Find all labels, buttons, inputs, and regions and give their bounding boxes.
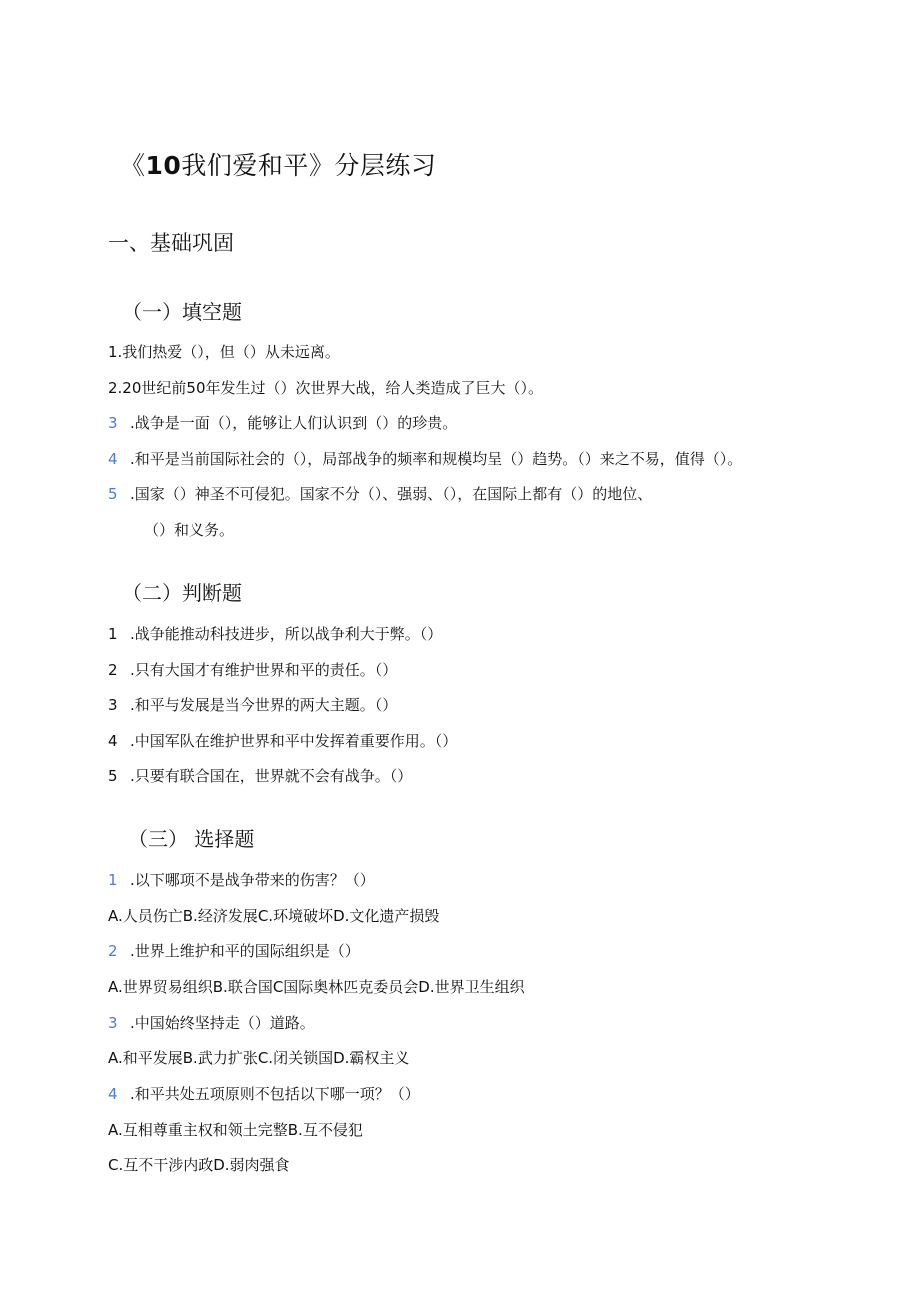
subsection-heading-fill: （一）填空题 — [122, 300, 242, 324]
title-lesson-number: 10 — [145, 151, 182, 180]
options-text: A.人员伤亡B.经济发展C.环境破坏D.文化遗产损毁 — [108, 907, 440, 925]
question-text: 2.20世纪前50年发生过（）次世界大战，给人类造成了巨大（）。 — [108, 379, 543, 397]
choice-options-4b — [108, 1154, 290, 1176]
choice-options-2 — [108, 976, 525, 998]
question-text: （）和义务。 — [144, 521, 235, 539]
options-text: C.互不干涉内政D.弱肉强食 — [108, 1156, 290, 1174]
judge-question-2 — [108, 659, 397, 681]
subsection-heading-choice: （三） 选择题 — [128, 827, 255, 851]
question-text: .只要有联合国在，世界就不会有战争。（） — [130, 767, 413, 785]
question-number: 3 — [108, 414, 118, 432]
choice-options-4a — [108, 1119, 363, 1141]
subsection-heading-judge: （二）判断题 — [122, 581, 242, 605]
question-text: .战争是一面（），能够让人们认识到（）的珍贵。 — [130, 414, 458, 432]
question-number: 5 — [108, 767, 118, 785]
question-text: .世界上维护和平的国际组织是（） — [130, 942, 360, 960]
question-number: 4 — [108, 1085, 118, 1103]
choice-question-4 — [108, 1083, 420, 1105]
question-number: 1 — [108, 625, 118, 643]
question-number: 2 — [108, 942, 118, 960]
question-text: .国家（）神圣不可侵犯。国家不分（）、强弱、（），在国际上都有（）的地位、 — [130, 485, 653, 503]
question-text: .以下哪项不是战争带来的伤害？（） — [130, 871, 375, 889]
question-text: .中国始终坚持走（）道路。 — [130, 1014, 315, 1032]
question-text: .和平是当前国际社会的（），局部战争的频率和规模均呈（）趋势。（）来之不易，值得（）。 — [130, 450, 743, 468]
options-text: A.世界贸易组织B.联合国C国际奥林匹克委员会D.世界卫生组织 — [108, 978, 525, 996]
fill-question-2 — [108, 377, 543, 399]
question-text: .战争能推动科技进步，所以战争利大于弊。（） — [130, 625, 443, 643]
question-text: 1.我们热爱（），但（）从未远离。 — [108, 343, 340, 361]
choice-options-1 — [108, 905, 439, 927]
judge-question-3 — [108, 694, 397, 716]
title-text: 我们爱和平》分层练习 — [181, 151, 437, 180]
choice-question-2 — [108, 940, 360, 962]
question-number: 4 — [108, 450, 118, 468]
judge-question-1 — [108, 623, 442, 645]
options-text: A.互相尊重主权和领土完整B.互不侵犯 — [108, 1121, 363, 1139]
fill-question-5-continued — [144, 519, 234, 541]
question-text: .中国军队在维护世界和平中发挥着重要作用。（） — [130, 732, 458, 750]
question-number: 3 — [108, 1014, 118, 1032]
title-bracket: 《 — [120, 151, 146, 180]
question-text: .和平与发展是当今世界的两大主题。（） — [130, 696, 398, 714]
question-number: 3 — [108, 696, 118, 714]
question-number: 5 — [108, 485, 118, 503]
judge-question-5 — [108, 765, 412, 787]
question-text: .只有大国才有维护世界和平的责任。（） — [130, 661, 398, 679]
question-number: 1 — [108, 871, 118, 889]
judge-question-4 — [108, 730, 457, 752]
question-text: .和平共处五项原则不包括以下哪一项？（） — [130, 1085, 420, 1103]
question-number: 4 — [108, 732, 118, 750]
fill-question-4 — [108, 448, 742, 470]
choice-question-3 — [108, 1012, 315, 1034]
document-title — [120, 148, 436, 184]
question-number: 2 — [108, 661, 118, 679]
fill-question-1 — [108, 341, 340, 363]
options-text: A.和平发展B.武力扩张C.闭关锁国D.霸权主义 — [108, 1049, 410, 1067]
fill-question-5 — [108, 483, 652, 505]
choice-question-1 — [108, 869, 375, 891]
section-heading-basic: 一、基础巩固 — [108, 231, 234, 255]
choice-options-3 — [108, 1047, 409, 1069]
fill-question-3 — [108, 412, 457, 434]
